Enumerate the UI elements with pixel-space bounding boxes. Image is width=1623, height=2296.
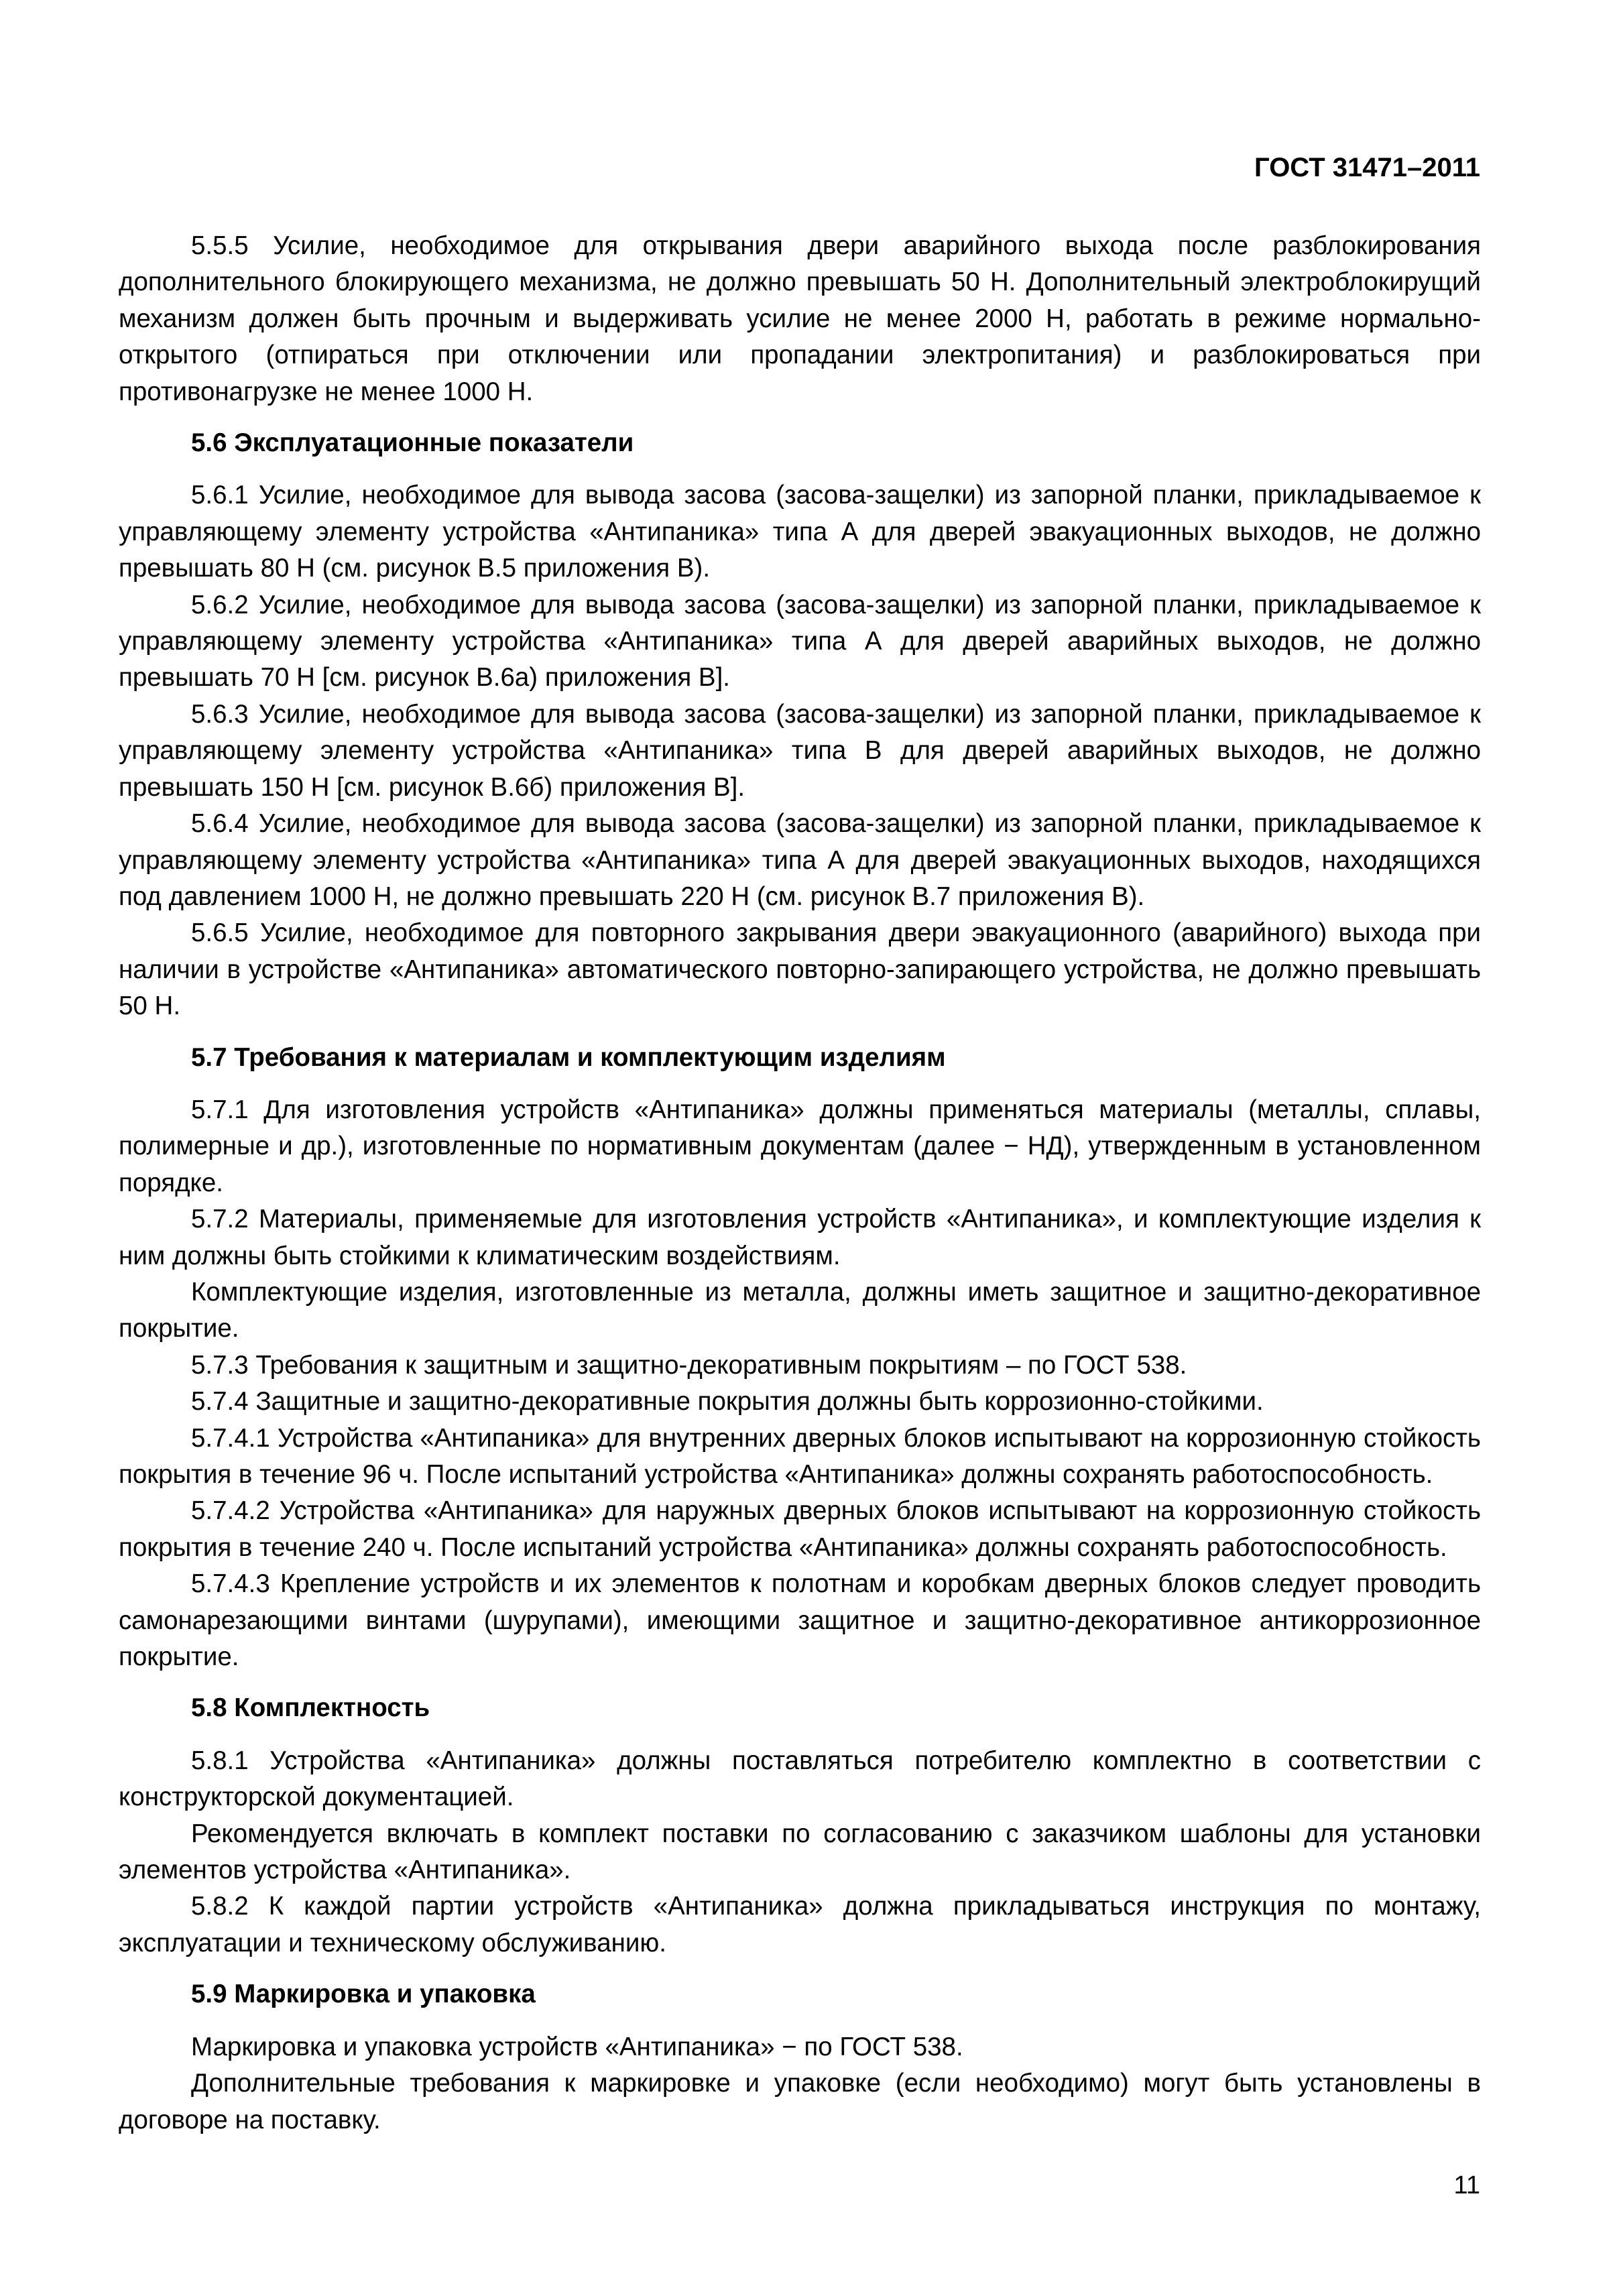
paragraph-5-6-3: 5.6.3 Усилие, необходимое для вывода засова (засова-защелки) из запорной планки, прикладываемое к управляющему элементу устройства «Антипаника» типа В для дверей аварийных выходов, не должно превышать 150 Н [см. рисунок В.6б) приложения В]. — [119, 699, 1481, 802]
paragraph-5-8-1-continued: Рекомендуется включать в комплект поставки по согласованию с заказчиком шаблоны для установки элементов устройства «Антипаника». — [119, 1819, 1481, 1885]
paragraph-5-7-1: 5.7.1 Для изготовления устройств «Антипаника» должны применяться материалы (металлы, сплавы, полимерные и др.), изготовленные по нормативным документам (далее − НД), утвержденным в установленном порядке. — [119, 1095, 1481, 1197]
paragraph-5-7-4-2: 5.7.4.2 Устройства «Антипаника» для наружных дверных блоков испытывают на коррозионную стойкость покрытия в течение 240 ч. После испытаний устройства «Антипаника» должны сохранять работоспособность. — [119, 1496, 1481, 1562]
paragraph-5-9-marking: Маркировка и упаковка устройств «Антипаника» − по ГОСТ 538. — [191, 2032, 963, 2061]
paragraph-5-7-2: 5.7.2 Материалы, применяемые для изготовления устройств «Антипаника», и комплектующие изделия к ним должны быть стойкими к климатическим воздействиям. — [119, 1205, 1481, 1270]
paragraph-5-5-5: 5.5.5 Усилие, необходимое для открывания двери аварийного выхода после разблокирования дополнительного блокирующего механизма, не должно превышать 50 Н. Дополнительный электроблокирущий механизм должен быть прочным и выдерживать усилие не менее 2000 Н, работать в режиме нормально-открытого (отпираться при отключении или пропадании электропитания) и разблокироваться при противонагрузке не менее 1000 Н. — [119, 231, 1481, 406]
document-body — [119, 228, 1481, 2138]
paragraph-5-6-2: 5.6.2 Усилие, необходимое для вывода засова (засова-защелки) из запорной планки, прикладываемое к управляющему элементу устройства «Антипаника» типа А для дверей аварийных выходов, не должно превышать 70 Н [см. рисунок В.6а) приложения В]. — [119, 590, 1481, 692]
document-code-header: ГОСТ 31471–2011 — [1254, 153, 1480, 182]
paragraph-5-6-5: 5.6.5 Усилие, необходимое для повторного закрывания двери эвакуационного (аварийного) выхода при наличии в устройстве «Антипаника» автоматического повторно-запирающего устройства, не должно превышать 50 Н. — [119, 918, 1481, 1021]
paragraph-5-8-2: 5.8.2 К каждой партии устройств «Антипаника» должна прикладываться инструкция по монтажу, эксплуатации и техническому обслуживанию. — [119, 1892, 1481, 1957]
paragraph-5-7-4: 5.7.4 Защитные и защитно-декоративные покрытия должны быть коррозионно-стойкими. — [191, 1387, 1264, 1416]
paragraph-5-9-additional: Дополнительные требования к маркировке и упаковке (если необходимо) могут быть установлены в договоре на поставку. — [119, 2069, 1481, 2134]
paragraph-5-6-4: 5.6.4 Усилие, необходимое для вывода засова (засова-защелки) из запорной планки, прикладываемое к управляющему элементу устройства «Антипаника» типа А для дверей эвакуационных выходов, находящихся под давлением 1000 Н, не должно превышать 220 Н (см. рисунок В.7 приложения В). — [119, 809, 1481, 911]
section-heading-5-8: 5.8 Комплектность — [191, 1693, 430, 1723]
paragraph-5-8-1: 5.8.1 Устройства «Антипаника» должны поставляться потребителю комплектно в соответствии с конструкторской документацией. — [119, 1746, 1481, 1812]
section-heading-5-6: 5.6 Эксплуатационные показатели — [191, 428, 634, 458]
paragraph-5-7-3: 5.7.3 Требования к защитным и защитно-декоративным покрытиям – по ГОСТ 538. — [191, 1350, 1187, 1380]
paragraph-5-7-4-3: 5.7.4.3 Крепление устройств и их элементов к полотнам и коробкам дверных блоков следует проводить самонарезающими винтами (шурупами), имеющими защитное и защитно-декоративное антикоррозионное покрытие. — [119, 1569, 1481, 1672]
paragraph-5-6-1: 5.6.1 Усилие, необходимое для вывода засова (засова-защелки) из запорной планки, прикладываемое к управляющему элементу устройства «Антипаника» типа А для дверей эвакуационных выходов, не должно превышать 80 Н (см. рисунок В.5 приложения В). — [119, 481, 1481, 583]
paragraph-5-7-4-1: 5.7.4.1 Устройства «Антипаника» для внутренних дверных блоков испытывают на коррозионную стойкость покрытия в течение 96 ч. После испытаний устройства «Антипаника» должны сохранять работоспособность. — [119, 1423, 1481, 1489]
section-heading-5-7: 5.7 Требования к материалам и комплектующим изделиям — [191, 1042, 946, 1072]
section-heading-5-9: 5.9 Маркировка и упаковка — [191, 1980, 536, 2009]
page-number: 11 — [1453, 2171, 1480, 2199]
paragraph-5-7-2-continued: Комплектующие изделия, изготовленные из металла, должны иметь защитное и защитно-декоративное покрытие. — [119, 1277, 1481, 1343]
